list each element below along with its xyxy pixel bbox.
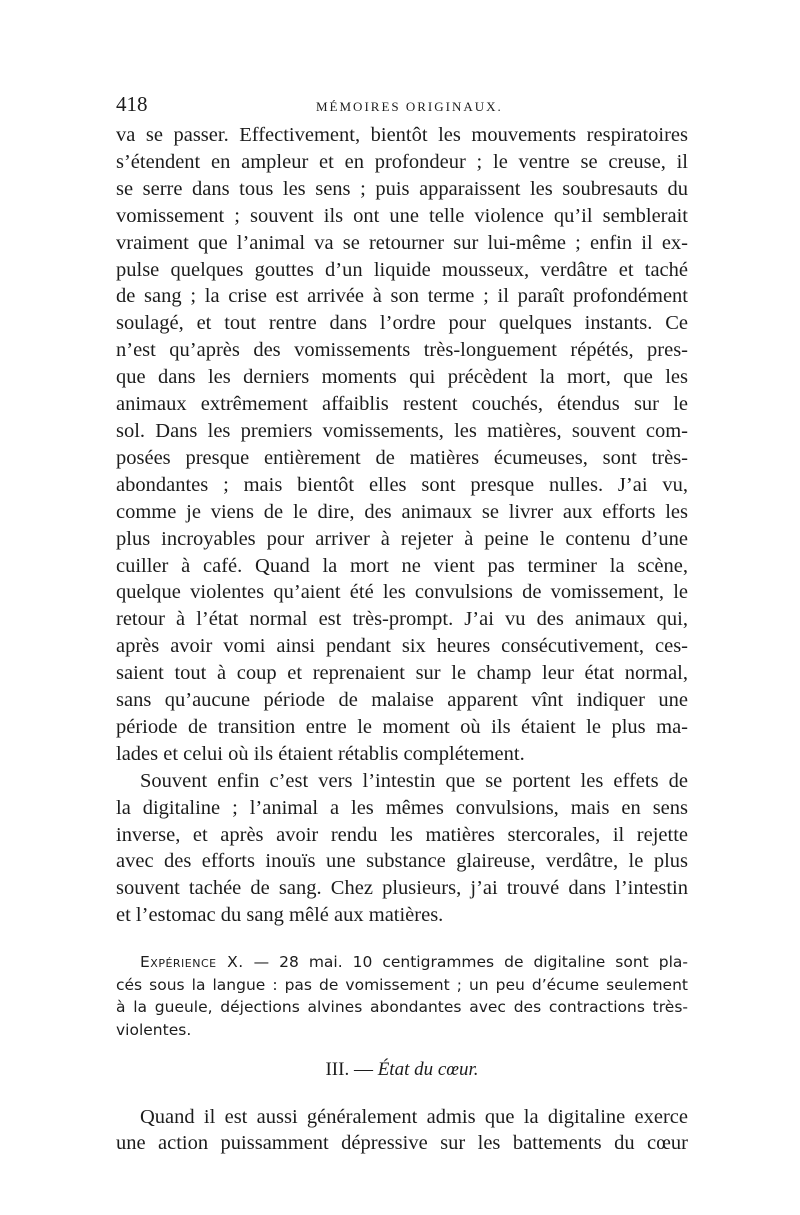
section-number: III. — bbox=[325, 1058, 373, 1080]
page-number: 418 bbox=[116, 92, 148, 116]
running-title: MÉMOIRES ORIGINAUX. bbox=[316, 99, 503, 114]
text-line: animaux extrêmement affaiblis restent couchés, étendus sur le bbox=[116, 393, 688, 416]
book-page bbox=[116, 92, 688, 1157]
text-line: après avoir vomi ainsi pendant six heures consécutivement, ces- bbox=[116, 635, 688, 658]
text-line: sol. Dans les premiers vomissements, les matières, souvent com- bbox=[116, 419, 688, 442]
text-line: vraiment que l’animal va se retourner sur lui-même ; enfin il ex- bbox=[116, 231, 688, 254]
text-line: n’est qu’après des vomissements très-longuement répétés, pres- bbox=[116, 339, 688, 362]
section-heading bbox=[116, 1052, 688, 1088]
text-line: Souvent enfin c’est vers l’intestin que se portent les effets de bbox=[140, 769, 688, 792]
text-line: pulse quelques gouttes d’un liquide mousseux, verdâtre et taché bbox=[116, 258, 688, 281]
text-line: plus incroyables pour arriver à rejeter à peine le contenu d’une bbox=[116, 527, 688, 550]
experiment-label: Expérience X. bbox=[140, 953, 244, 972]
text-line: se serre dans tous les sens ; puis apparaissent les soubresauts du bbox=[116, 177, 688, 200]
text-line: retour à l’état normal est très-prompt. J’ai vu des animaux qui, bbox=[116, 608, 688, 631]
text-line: à la gueule, déjections alvines abondantes avec des contractions très- bbox=[116, 998, 688, 1017]
page-header bbox=[116, 92, 688, 122]
text-line: de sang ; la crise est arrivée à son terme ; il paraît profondément bbox=[116, 285, 688, 308]
text-line: une action puissamment dépressive sur les battements du cœur bbox=[116, 1132, 688, 1155]
text-line: Quand il est aussi généralement admis que la digitaline exerce bbox=[140, 1105, 688, 1128]
text-line bbox=[116, 951, 688, 974]
text-line: souvent tachée de sang. Chez plusieurs, j’ai trouvé dans l’intestin bbox=[116, 877, 688, 900]
text-line: saient tout à coup et reprenaient sur le champ leur état normal, bbox=[116, 662, 688, 685]
text-line: et l’estomac du sang mêlé aux matières. bbox=[116, 904, 444, 927]
text-line: s’étendent en ampleur et en profondeur ; le ventre se creuse, il bbox=[116, 150, 688, 173]
text-line: cuiller à café. Quand la mort ne vient pas terminer la scène, bbox=[116, 554, 688, 577]
text-line: posées presque entièrement de matières écumeuses, sont très- bbox=[116, 446, 688, 469]
paragraph-vomiting-description bbox=[116, 122, 688, 768]
text-line: la digitaline ; l’animal a les mêmes convulsions, mais en sens bbox=[116, 796, 688, 819]
text-line: soulagé, et tout rentre dans l’ordre pour quelques instants. Ce bbox=[116, 312, 688, 335]
text-line: période de transition entre le moment où ils étaient le plus ma- bbox=[116, 715, 688, 738]
section-title: État du cœur. bbox=[377, 1058, 479, 1080]
text-line: inverse, et après avoir rendu les matières stercorales, il rejette bbox=[116, 823, 688, 846]
experiment-text: — 28 mai. 10 centigrammes de digitaline sont pla- bbox=[243, 953, 688, 972]
text-line: violentes. bbox=[116, 1020, 192, 1039]
text-line: avec des efforts inouïs une substance glaireuse, verdâtre, le plus bbox=[116, 850, 688, 873]
text-line: cés sous la langue : pas de vomissement ; un peu d’écume seulement bbox=[116, 975, 688, 994]
text-line: comme je viens de le dire, des animaux se livrer aux efforts les bbox=[116, 500, 688, 523]
text-line: vomissement ; souvent ils ont une telle violence qu’il semblerait bbox=[116, 204, 688, 227]
text-line: sans qu’aucune période de malaise apparent vînt indiquer une bbox=[116, 689, 688, 712]
text-line: lades et celui où ils étaient rétablis complétement. bbox=[116, 742, 525, 765]
text-line: quelque violentes qu’aient été les convulsions de vomissement, le bbox=[116, 581, 688, 604]
paragraph-heart-effects bbox=[116, 1104, 688, 1158]
text-line: abondantes ; mais bientôt elles sont presque nulles. J’ai vu, bbox=[116, 473, 688, 496]
text-line: que dans les derniers moments qui précèdent la mort, que les bbox=[116, 366, 688, 389]
text-line: va se passer. Effectivement, bientôt les mouvements respiratoires bbox=[116, 124, 688, 146]
experiment-note bbox=[116, 951, 688, 1041]
paragraph-intestine-effects bbox=[116, 768, 688, 929]
